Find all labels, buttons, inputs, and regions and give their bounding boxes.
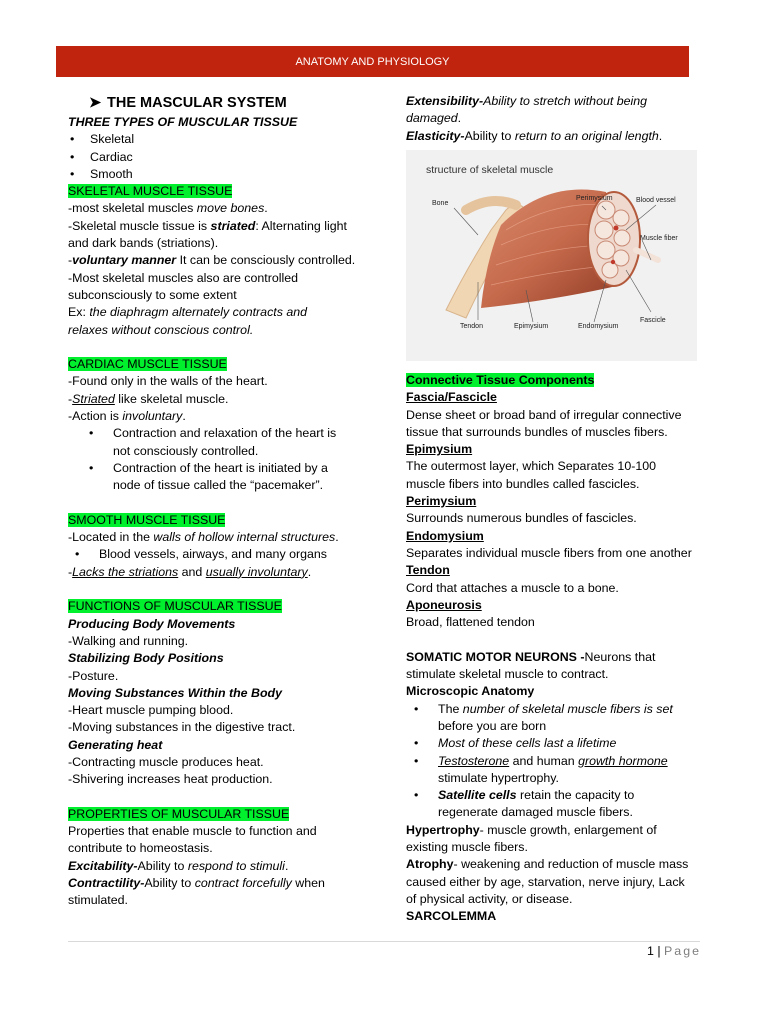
- header-banner: [56, 46, 689, 77]
- list-item: • Most of these cells last a lifetime: [406, 735, 706, 752]
- bullet-icon: •: [89, 460, 94, 475]
- functions-heading: FUNCTIONS OF MUSCULAR TISSUE: [68, 599, 282, 614]
- bullet-icon: •: [70, 132, 75, 147]
- text-line: -Posture.: [68, 668, 119, 683]
- bullet-icon: •: [414, 788, 419, 803]
- function-title: Moving Substances Within the Body: [68, 685, 282, 700]
- text-line: The outermost layer, which Separates 10-100: [406, 459, 657, 474]
- text-line: Atrophy- weakening and reduction of muscle mass: [406, 857, 689, 872]
- bullet-icon: •: [75, 547, 80, 562]
- figure-title: structure of skeletal muscle: [426, 164, 554, 176]
- page-number: 1 | Page: [647, 944, 701, 958]
- list-item: • Cardiac: [68, 149, 368, 166]
- text-line: damaged.: [406, 111, 462, 126]
- footer-divider: [68, 941, 700, 942]
- list-item: • Contraction and relaxation of the heart is: [68, 425, 368, 442]
- text-line: -Moving substances in the digestive tract.: [68, 720, 296, 735]
- text-line: Dense sheet or broad band of irregular connective: [406, 407, 682, 422]
- term-heading: Endomysium: [406, 528, 484, 543]
- right-column-bottom: [406, 372, 706, 926]
- text-line: and dark bands (striations).: [68, 236, 219, 251]
- text-line: -Walking and running.: [68, 633, 189, 648]
- function-title: Generating heat: [68, 737, 163, 752]
- text-line: not consciously controlled.: [113, 443, 259, 458]
- left-column: [68, 92, 368, 910]
- text-line: -Located in the walls of hollow internal structures.: [68, 530, 339, 545]
- list-item: • Testosterone and human growth hormone: [406, 753, 706, 770]
- text-line: relaxes without conscious control.: [68, 322, 254, 337]
- cardiac-heading: CARDIAC MUSCLE TISSUE: [68, 357, 227, 372]
- text-line: Ex: the diaphragm alternately contracts and: [68, 305, 308, 320]
- properties-heading: PROPERTIES OF MUSCULAR TISSUE: [68, 806, 290, 821]
- label-perimysium: Perimysium: [576, 195, 613, 202]
- text-line: -Lacks the striations and usually involuntary.: [68, 564, 312, 579]
- text-line: -Action is involuntary.: [68, 409, 186, 424]
- text-line: muscle fibers into bundles called fascicles.: [406, 476, 640, 491]
- text-line: -voluntary manner It can be consciously controlled.: [68, 253, 356, 268]
- text-line: -most skeletal muscles move bones.: [68, 201, 268, 216]
- text-line: Surrounds numerous bundles of fascicles.: [406, 511, 637, 526]
- text-line: regenerate damaged muscle fibers.: [438, 805, 633, 820]
- bullet-icon: •: [70, 166, 75, 181]
- term-heading: Tendon: [406, 563, 450, 578]
- text-line: existing muscle fibers.: [406, 840, 528, 855]
- bullet-icon: •: [414, 753, 419, 768]
- text-line: stimulate hypertrophy.: [438, 770, 559, 785]
- function-title: Stabilizing Body Positions: [68, 651, 224, 666]
- text-line: Elasticity-Ability to return to an original length.: [406, 128, 663, 143]
- text-line: Broad, flattened tendon: [406, 615, 535, 630]
- text-line: -Striated like skeletal muscle.: [68, 391, 229, 406]
- text-line: -Skeletal muscle tissue is striated: Alternating light: [68, 218, 347, 233]
- label-endomysium: Endomysium: [578, 323, 619, 330]
- text-line: stimulated.: [68, 893, 128, 908]
- types-heading: THREE TYPES OF MUSCULAR TISSUE: [68, 115, 298, 129]
- term-heading: Aponeurosis: [406, 597, 482, 612]
- label-fascicle: Fascicle: [640, 317, 666, 324]
- text-line: -Contracting muscle produces heat.: [68, 754, 264, 769]
- connective-heading: Connective Tissue Components: [406, 373, 595, 387]
- text-line: of physical activity, or disease.: [406, 891, 573, 906]
- text-line: SOMATIC MOTOR NEURONS -Neurons that: [406, 649, 656, 664]
- label-tendon: Tendon: [460, 323, 483, 330]
- text-line: subconsciously to some extent: [68, 287, 237, 302]
- sarcolemma-heading: SARCOLEMMA: [406, 909, 497, 924]
- list-item: • Contraction of the heart is initiated by a: [68, 460, 368, 477]
- muscle-diagram: [406, 150, 697, 361]
- skeletal-heading: SKELETAL MUSCLE TISSUE: [68, 184, 233, 199]
- arrow-bullet-icon: ➤: [89, 95, 102, 111]
- text-line: Excitability-Ability to respond to stimuli.: [68, 858, 289, 873]
- list-item: • Smooth: [68, 166, 368, 183]
- term-heading: Epimysium: [406, 442, 473, 457]
- text-line: -Found only in the walls of the heart.: [68, 374, 268, 389]
- list-item: • Satellite cells retain the capacity to: [406, 787, 706, 804]
- label-epimysium: Epimysium: [514, 323, 549, 330]
- term-heading: Perimysium: [406, 494, 477, 509]
- section-title: ➤ THE MASCULAR SYSTEM: [68, 92, 368, 114]
- text-line: contribute to homeostasis.: [68, 841, 213, 856]
- skeletal-muscle-figure: [406, 150, 697, 361]
- bullet-icon: •: [89, 426, 94, 441]
- text-line: caused either by age, starvation, nerve injury, Lack: [406, 874, 685, 889]
- header-title: ANATOMY AND PHYSIOLOGY: [295, 56, 450, 68]
- text-line: Extensibility-Ability to stretch without being: [406, 94, 648, 108]
- bullet-icon: •: [414, 736, 419, 751]
- text-line: Cord that attaches a muscle to a bone.: [406, 580, 619, 595]
- text-line: Properties that enable muscle to function and: [68, 824, 317, 839]
- list-item: • Skeletal: [68, 131, 368, 148]
- term-heading: Fascia/Fascicle: [406, 390, 497, 405]
- label-blood-vessel: Blood vessel: [636, 197, 676, 204]
- function-title: Producing Body Movements: [68, 616, 236, 631]
- label-bone: Bone: [432, 200, 449, 207]
- text-line: stimulate skeletal muscle to contract.: [406, 667, 609, 682]
- bullet-icon: •: [414, 701, 419, 716]
- text-line: -Shivering increases heat production.: [68, 772, 273, 787]
- text-line: Separates individual muscle fibers from one another: [406, 545, 692, 560]
- list-item: • Blood vessels, airways, and many organs: [68, 546, 368, 563]
- bullet-icon: •: [70, 149, 75, 164]
- text-line: tissue that surrounds bundles of muscles fibers.: [406, 424, 668, 439]
- list-item: • The number of skeletal muscle fibers is set: [406, 701, 706, 718]
- smooth-heading: SMOOTH MUSCLE TISSUE: [68, 512, 226, 527]
- text-line: -Heart muscle pumping blood.: [68, 703, 234, 718]
- micro-heading: Microscopic Anatomy: [406, 684, 535, 699]
- text-line: Hypertrophy- muscle growth, enlargement of: [406, 822, 657, 837]
- text-line: before you are born: [438, 718, 547, 733]
- text-line: Contractility-Ability to contract forcefully when: [68, 876, 325, 891]
- text-line: -Most skeletal muscles also are controlled: [68, 270, 299, 285]
- label-muscle-fiber: Muscle fiber: [640, 235, 678, 242]
- text-line: node of tissue called the “pacemaker”.: [113, 478, 324, 493]
- right-column-top: [406, 93, 706, 145]
